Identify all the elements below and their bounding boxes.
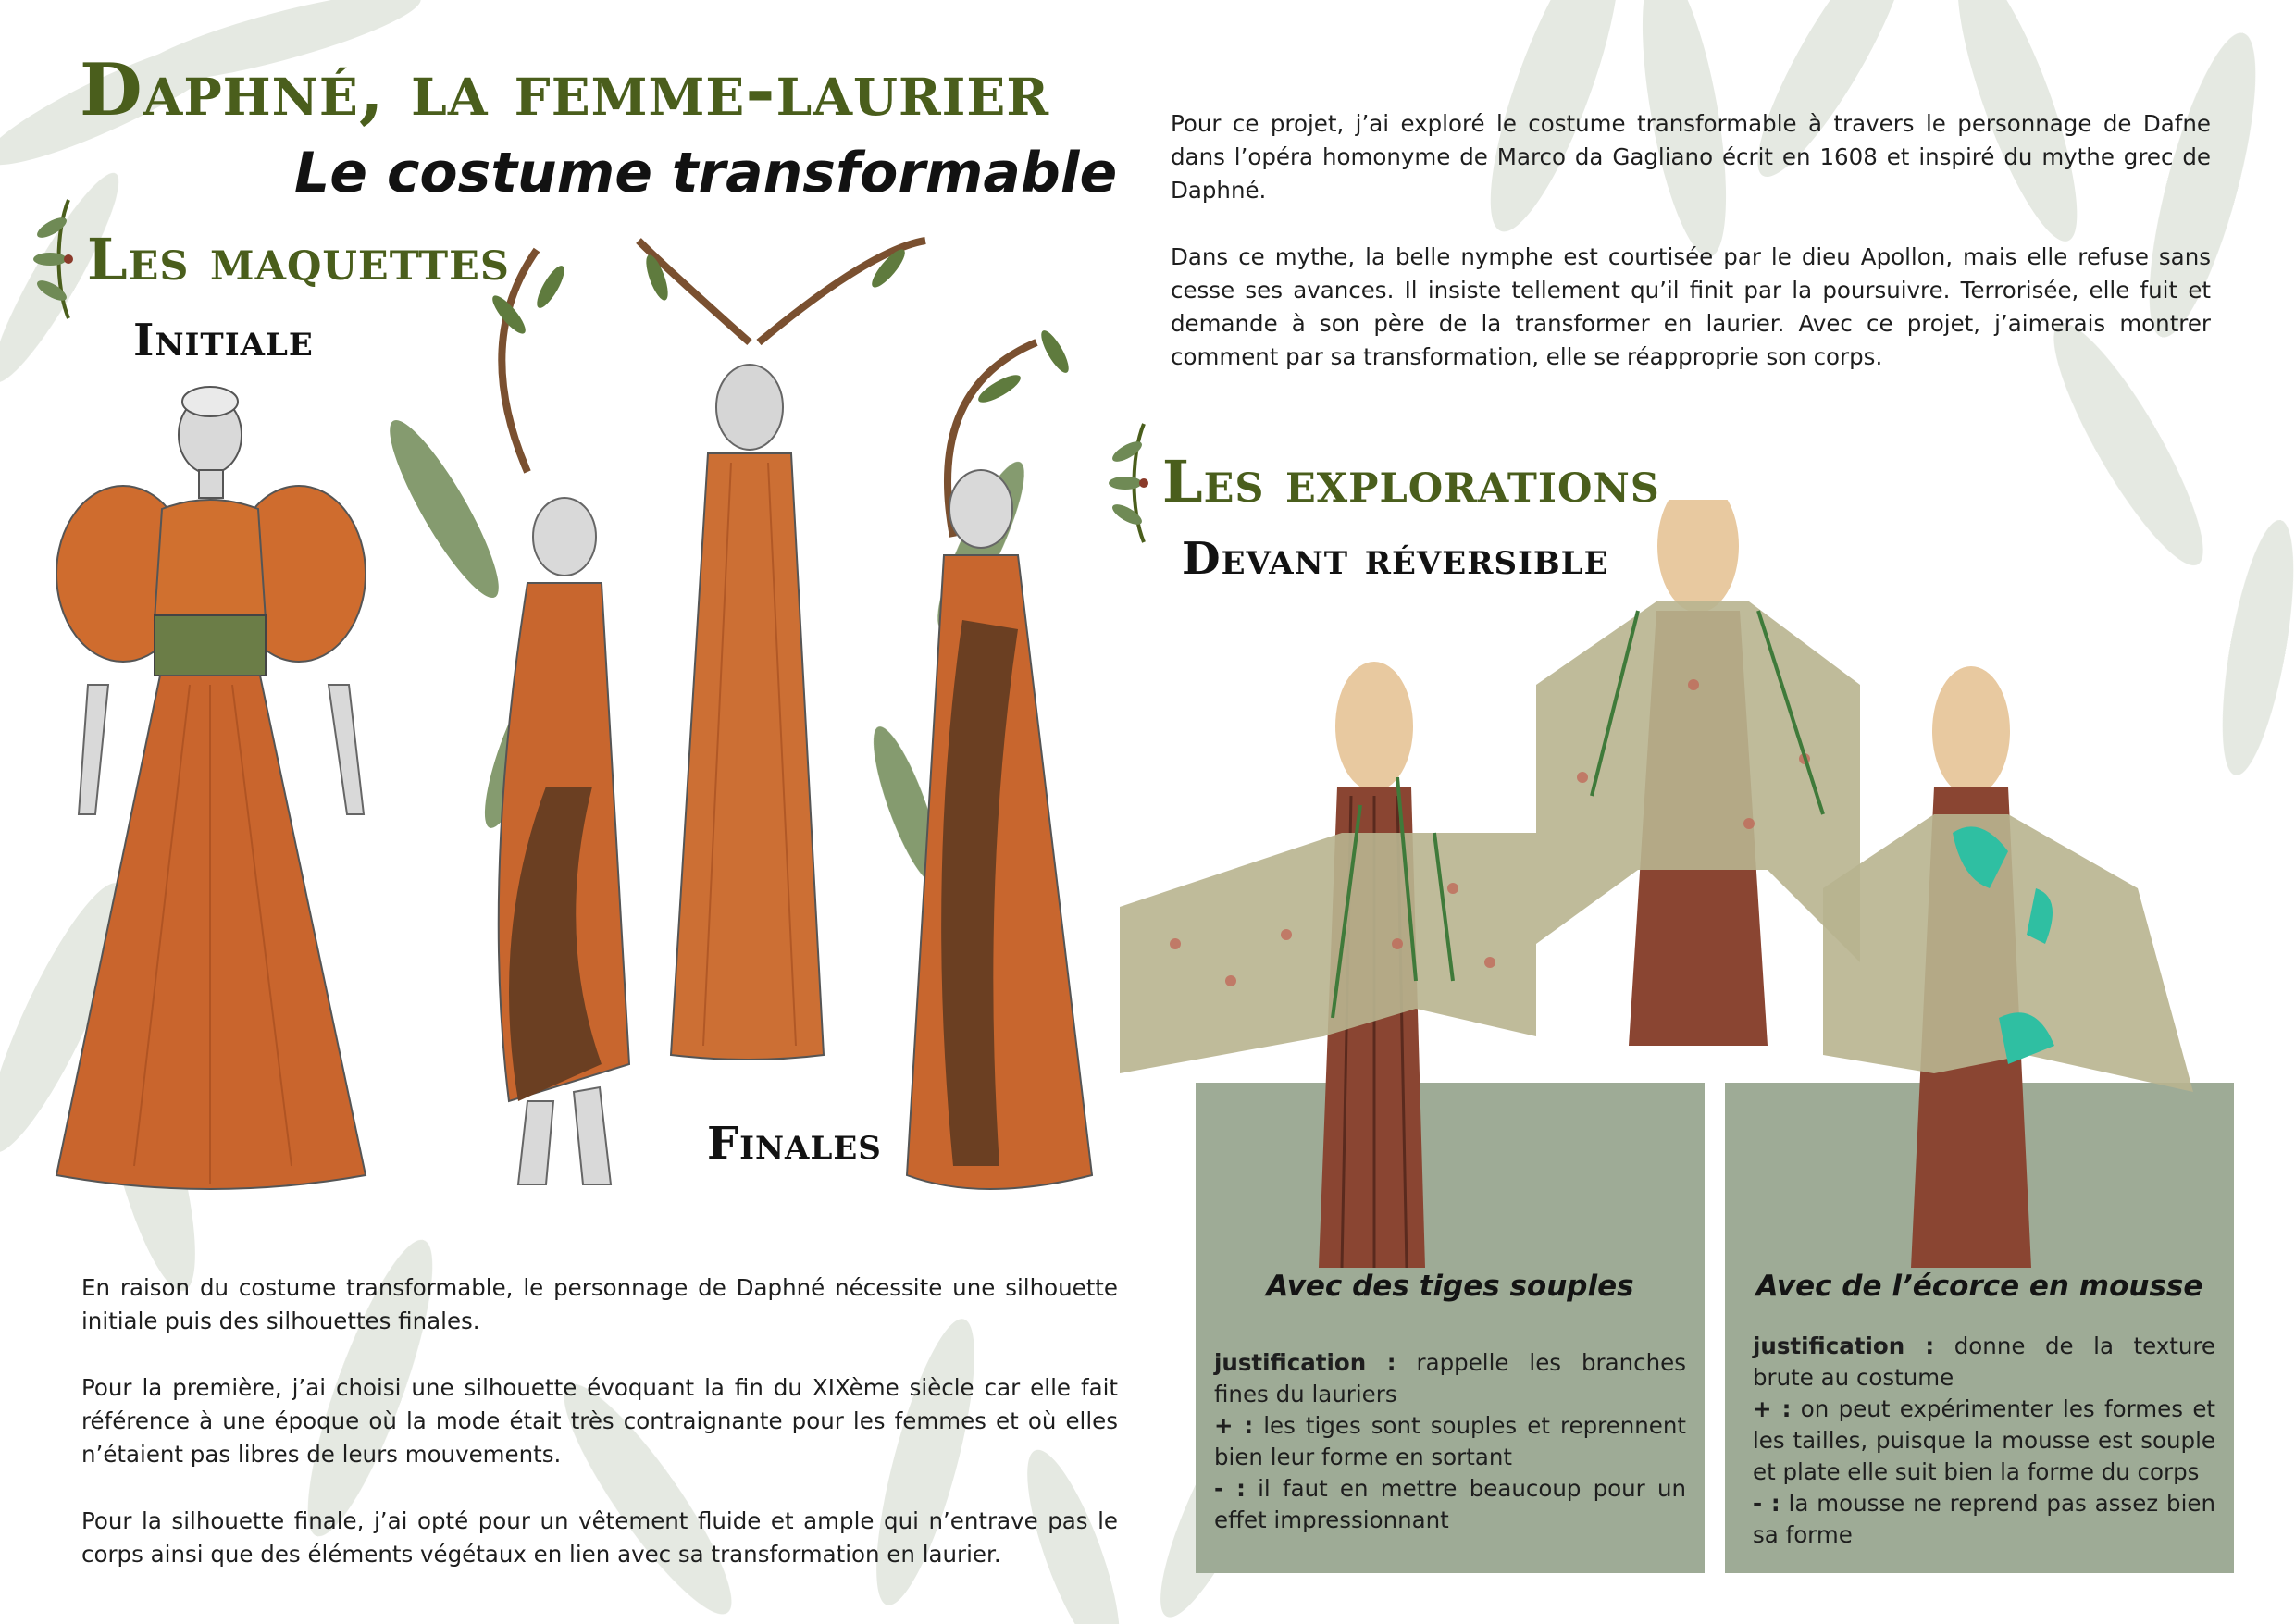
- mannequin-photos: [1120, 500, 2249, 1277]
- page-title: Daphné, la femme-laurier: [80, 48, 1050, 132]
- minus-line: [1214, 1473, 1686, 1536]
- plus-line: [1753, 1394, 2215, 1488]
- justification-text: rappelle les branches fines du lauriers: [1214, 1349, 1686, 1407]
- intro-paragraph: Pour ce projet, j’ai exploré le costume transformable à travers le personnage de Dafne dans l’opéra homonyme de Marco da Gagliano écrit en 1608 et inspiré du mythe grec de Daphné.: [1171, 110, 2211, 204]
- explorations-heading: Les explorations: [1162, 448, 1660, 515]
- justification-line: [1753, 1331, 2215, 1394]
- intro-text: [1171, 107, 2211, 374]
- intro-paragraph: Dans ce mythe, la belle nymphe est courtisée par le dieu Apollon, mais elle refuse sans cesse ses avances. Il insiste tellement qu’il finit par la poursuivre. Terrorisée, elle fuit et demande à son père de la transformer en laurier. Avec ce projet, j’aimerais montrer comment par sa transformation, elle se réapproprie son corps.: [1171, 243, 2211, 370]
- mannequin-photo-bark: [1823, 666, 2193, 1268]
- justification-label: justification :: [1753, 1333, 1935, 1359]
- justification-line: [1214, 1347, 1686, 1410]
- maquettes-heading: Les maquettes: [87, 226, 510, 293]
- minus-label: - :: [1753, 1490, 1780, 1517]
- final-label: Finales: [707, 1118, 882, 1170]
- justification-label: justification :: [1214, 1349, 1396, 1376]
- plus-text: on peut expérimenter les formes et les tailles, puisque la mousse est souple et plate elle suit bien la forme du corps: [1753, 1395, 2216, 1485]
- box-title: Avec des tiges souples: [1266, 1270, 1634, 1303]
- laurel-ornament-icon: [31, 194, 83, 324]
- initial-silhouette-illustration: [51, 379, 421, 1212]
- initial-label: Initiale: [133, 315, 314, 366]
- explorations-subheading: Devant réversible: [1182, 533, 1609, 585]
- box-body: [1753, 1331, 2215, 1551]
- justification-text: donne de la texture brute au costume: [1753, 1333, 2215, 1391]
- left-paragraph: Pour la première, j’ai choisi une silhouette évoquant la fin du XIXème siècle car elle fait référence à une époque où la mode était très contraignante pour les femmes et où elles n’étaient pas libres de leurs mouvements.: [81, 1374, 1118, 1468]
- left-paragraph: En raison du costume transformable, le personnage de Daphné nécessite une silhouette initiale puis des silhouettes finales.: [81, 1274, 1118, 1334]
- mannequin-photo-back: [1536, 500, 1860, 1046]
- left-paragraph: Pour la silhouette finale, j’ai opté pour un vêtement fluide et ample qui n’entrave pas le corps ainsi que des éléments végétaux en lien avec sa transformation en laurier.: [81, 1507, 1118, 1568]
- box-body: [1214, 1347, 1686, 1536]
- plus-line: [1214, 1410, 1686, 1473]
- minus-line: [1753, 1488, 2215, 1551]
- minus-label: - :: [1214, 1475, 1246, 1502]
- box-title: Avec de l’écorce en mousse: [1755, 1270, 2203, 1303]
- minus-text: la mousse ne reprend pas assez bien sa forme: [1753, 1490, 2215, 1548]
- page-subtitle: Le costume transformable: [294, 141, 1118, 205]
- final-silhouettes-illustration: [389, 231, 1110, 1221]
- plus-text: les tiges sont souples et reprennent bien leur forme en sortant: [1214, 1412, 1687, 1470]
- plus-label: + :: [1753, 1395, 1792, 1422]
- minus-text: il faut en mettre beaucoup pour un effet impressionnant: [1214, 1475, 1686, 1533]
- left-description: [81, 1271, 1118, 1571]
- mannequin-photo-stems: [1120, 662, 1536, 1268]
- plus-label: + :: [1214, 1412, 1254, 1439]
